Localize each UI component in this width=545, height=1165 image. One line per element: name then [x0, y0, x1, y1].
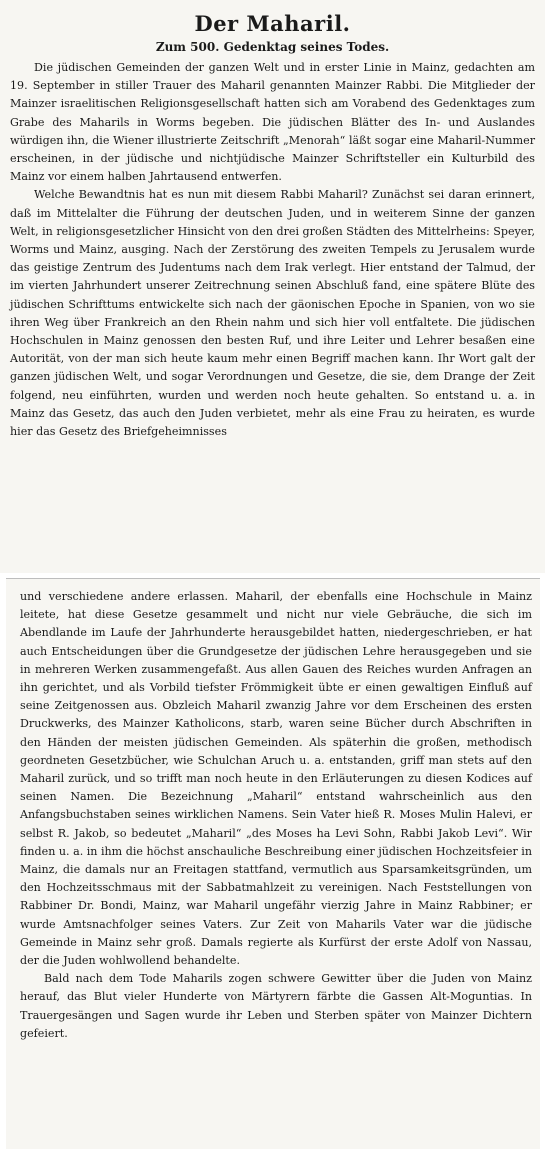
paragraph: Die jüdischen Gemeinden der ganzen Welt und in erster Linie in Mainz, gedachten am 19. September in stiller Trauer des Maharil genannten Mainzer Rabbi. Die Mitglieder der Mainzer israelitischen Religionsgesellschaft hatten sich am Vorabend des Gedenktages zum Grabe des Maharils in Worms begeben. Die jüdischen Blätter des In- und Auslandes würdigen ihn, die Wiener illustrierte Zeitschrift „Menorah“ läßt sogar eine Maharil-Nummer erscheinen, in der jüdische und nichtjüdische Mainzer Schriftsteller ein Kulturbild des Mainz vor einem halben Jahrtausend entwerfen. [10, 61, 535, 184]
article-bottom-clipping [6, 578, 540, 1149]
paragraph: und verschiedene andere erlassen. Maharil, der ebenfalls eine Hochschule in Mainz leitete, hat diese Gesetze gesammelt und nicht nur viele Gebräuche, die sich im Abendlande im Laufe der Jahrhunderte herausgebildet hatten, niedergeschrieben, er hat auch Entscheidungen über die Grundgesetze der jüdischen Lehre herausgegeben und sie in mehreren Werken zusammengefaßt. Aus allen Gauen des Reiches wurden Anfragen an ihn gerichtet, und als Vorbild tiefster Frömmigkeit übte er einen gewaltigen Einfluß auf seine Zeitgenossen aus. Obzleich Maharil zwanzig Jahre vor dem Erscheinen des ersten Druckwerks, des Mainzer Katholicons, starb, waren seine Bücher durch Abschriften in den Händen der meisten jüdischen Gemeinden. Als späterhin die großen, methodisch geordneten Gesetzbücher, wie Schulchan Aruch u. a. entstanden, griff man stets auf den Maharil zurück, und so trifft man noch heute in den Erläuterungen zu diesen Kodices auf seinen Namen. Die Bezeichnung „Maharil“ entstand wahrscheinlich aus den Anfangsbuchstaben seines wirklichen Namens. Sein Vater hieß R. Moses Mulin Halevi, er selbst R. Jakob, so bedeutet „Maharil“ „des Moses ha Levi Sohn, Rabbi Jakob Levi“. Wir finden u. a. in ihm die höchst anschauliche Beschreibung einer jüdischen Hochzeitsfeier in Mainz, die damals nur an Freitagen stattfand, vermutlich aus Sparsamkeitsgründen, um den Hochzeitsschmaus mit der Sabbatmahlzeit zu vereinigen. Nach Feststellungen von Rabbiner Dr. Bondi, Mainz, war Maharil ungefähr vierzig Jahre in Mainz Rabbiner; er wurde Amtsnachfolger seines Vaters. Zur Zeit von Maharils Vater war die jüdische Gemeinde in Mainz sehr groß. Damals regierte als Kurfürst der erste Adolf von Nassau, der die Juden wohlwollend behandelte. [20, 590, 532, 968]
article-subtitle: Zum 500. Gedenktag seines Todes. [155, 40, 390, 54]
paragraph: Welche Bewandtnis hat es nun mit diesem Rabbi Maharil? Zunächst sei daran erinnert, daß im Mittelalter die Führung der deutschen Juden, und in weiterem Sinne der ganzen Welt, in religionsgesetzlicher Hinsicht von den drei großen Städten des Mittelrheins: Speyer, Worms und Mainz, ausging. Nach der Zerstörung des zweiten Tempels zu Jerusalem wurde das geistige Zentrum des Judentums nach dem Irak verlegt. Hier entstand der Talmud, der im vierten Jahrhundert unserer Zeitrechnung seinen Abschluß fand, eine spätere Blüte des jüdischen Schrifttums entwickelte sich nach der gäonischen Epoche in Spanien, von wo sie ihren Weg über Frankreich an den Rhein nahm und sich hier voll entfaltete. Die jüdischen Hochschulen in Mainz genossen den besten Ruf, und ihre Leiter und Lehrer besaßen eine Autorität, von der man sich heute kaum mehr einen Begriff machen kann. Ihr Wort galt der ganzen jüdischen Welt, und sogar Verordnungen und Gesetze, die sie, dem Drange der Zeit folgend, neu einführten, wurden und werden noch heute gehalten. So entstand u. a. in Mainz das Gesetz, das auch den Juden verbietet, mehr als eine Frau zu heiraten, es wurde hier das Gesetz des Briefgeheimnisses [10, 188, 535, 439]
article-title: Der Maharil. [194, 11, 351, 36]
paragraph: Bald nach dem Tode Maharils zogen schwere Gewitter über die Juden von Mainz herauf, das Blut vieler Hunderte von Märtyrern färbte die Gassen Alt-Moguntias. In Trauergesängen und Sagen wurde ihr Leben und Sterben später von Mainzer Dichtern gefeiert. [20, 972, 532, 1040]
article-top-clipping [0, 0, 545, 573]
